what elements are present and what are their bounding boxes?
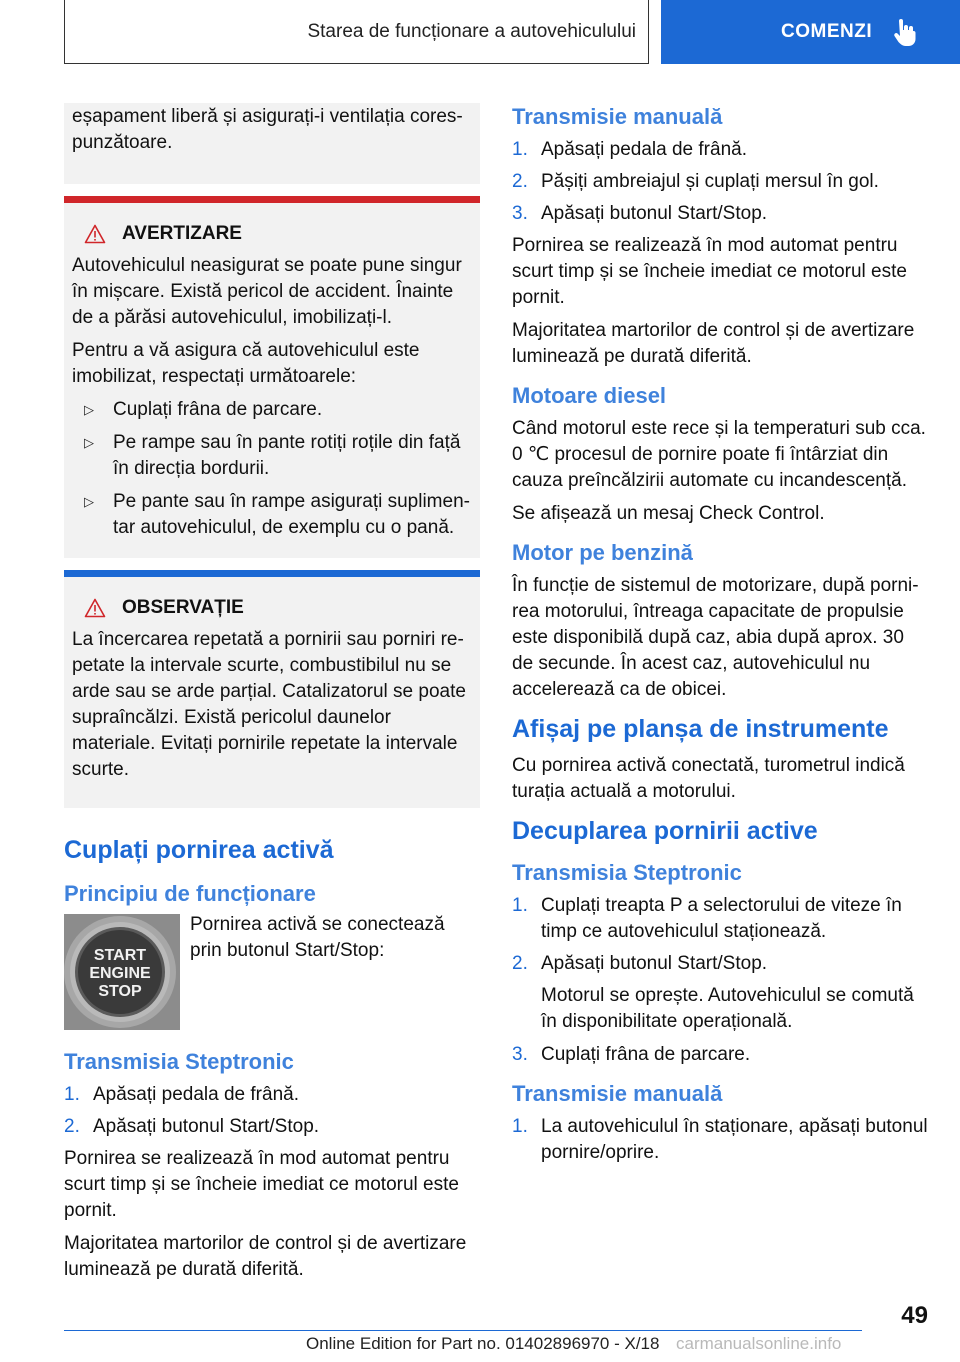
petrol-paragraph: În funcție de sistemul de motorizare, după pornirea motorului, întreaga capacitate de propulsie este disponibilă după caz, abia după aprox. 30 de secunde. În acest caz, autovehiculul nu accelerează ca de obicei. xyxy=(512,575,919,700)
display-paragraph: Cu pornirea activă conectată, turometrul indică turația actuală a motorului. xyxy=(512,755,905,802)
page-number: 49 xyxy=(901,1302,928,1329)
auto-start-paragraph: Pornirea se realizează în mod automat pentru scurt timp și se încheie imediat ce motorul este pornit. xyxy=(512,235,907,308)
notice-title: OBSERVAȚIE xyxy=(122,597,244,618)
continued-note-text: eșapament liberă și asigurați-i ventilația corespunzătoare. xyxy=(72,106,463,153)
heading-steptronic: Transmisia Steptronic xyxy=(64,1049,294,1074)
heading-deactivate-ignition: Decuplarea pornirii active xyxy=(512,817,818,845)
principle-text: Pornirea activă se conectează prin butonul Start/Stop: xyxy=(190,914,445,961)
notice-text: La încercarea repetată a pornirii sau porniri repetate la intervale scurte, combustibilul nu se arde sau se arde parțial. Catalizatorul se poate supraîncălzi. Există pericolul daunelor materiale. Evitați pornirile repetate la intervale scurte. xyxy=(72,629,466,780)
check-control-paragraph: Se afișează un mesaj Check Control. xyxy=(512,503,825,524)
section-tab-label: COMENZI xyxy=(781,21,873,42)
warning-paragraph-2: Pentru a vă asigura că autovehiculul este imobilizat, respectați următoarele: xyxy=(72,340,420,387)
triangle-bullet-icon: ▷ xyxy=(84,402,94,417)
button-label-engine: ENGINE xyxy=(89,965,151,982)
section-tab-comenzi[interactable] xyxy=(661,0,960,64)
notice-box xyxy=(64,570,480,808)
heading-activate-ignition: Cuplați pornirea activă xyxy=(64,836,334,864)
list-item: 1. Apăsați pedala de frână. xyxy=(64,1084,299,1105)
warning-heading xyxy=(72,221,472,247)
motor-off-paragraph: Motorul se oprește. Autovehiculul se comută în disponibilitate operațională. xyxy=(541,985,914,1032)
list-item: 3. Apăsați butonul Start/Stop. xyxy=(512,203,768,224)
manual-steps xyxy=(512,137,928,227)
left-column xyxy=(64,103,480,1290)
notice-triangle-icon xyxy=(84,598,106,618)
warning-paragraph-1: Autovehiculul neasigurat se poate pune singur în mișcare. Există pericol de accident. Înainte de a părăsi autovehiculul, imobilizați-l. xyxy=(72,255,462,328)
heading-diesel-engines: Motoare diesel xyxy=(512,383,667,408)
list-item: 1. Cuplați treapta P a selectorului de viteze în timp ce autovehiculul staționează. xyxy=(512,895,902,942)
warning-bullet-list xyxy=(78,397,472,541)
footer-watermark: carmanualsonline.info xyxy=(676,1334,842,1353)
footer-edition: Online Edition for Part no. 01402896970 - X/18 xyxy=(306,1334,660,1353)
button-label-start: START xyxy=(93,947,147,964)
warning-lamps-paragraph: Majoritatea martorilor de control și de avertizare luminează pe durată diferită. xyxy=(512,320,915,367)
warning-triangle-icon xyxy=(84,224,106,244)
list-item: 1. La autovehiculul în staționare, apăsați butonul pornire/oprire. xyxy=(512,1116,928,1163)
list-item: 2. Apăsați butonul Start/Stop. xyxy=(512,953,768,974)
deactivate-steptronic-steps xyxy=(512,893,928,977)
heading-manual-transmission-deactivate: Transmisie manuală xyxy=(512,1081,723,1106)
continued-note-box xyxy=(64,103,480,184)
heading-petrol-engine: Motor pe benzină xyxy=(512,540,693,565)
header-title-box xyxy=(64,0,649,64)
notice-heading xyxy=(72,595,472,621)
heading-manual-transmission: Transmisie manuală xyxy=(512,104,723,129)
list-item: 2. Apăsați butonul Start/Stop. xyxy=(64,1116,320,1137)
deactivate-manual-steps xyxy=(512,1114,928,1166)
auto-start-paragraph: Pornirea se realizează în mod automat pentru scurt timp și se încheie imediat ce motorul este pornit. xyxy=(64,1148,459,1221)
heading-instrument-display: Afișaj pe planșa de instrumente xyxy=(512,715,889,743)
deactivate-step-3 xyxy=(512,1042,928,1068)
right-column xyxy=(512,103,928,1172)
diesel-paragraph: Când motorul este rece și la temperaturi sub cca. 0 ℃ procesul de pornire poate fi întârziat din cauza preîncălzirii automate cu incandescență. xyxy=(512,418,926,491)
warning-lamps-paragraph: Majoritatea martorilor de control și de avertizare luminează pe durată diferită. xyxy=(64,1233,467,1280)
heading-steptronic-deactivate: Transmisia Steptronic xyxy=(512,860,742,885)
start-button-figure xyxy=(64,914,480,1030)
list-item: ▷ Pe rampe sau în pante rotiți roțile din față în direcția bordurii. xyxy=(84,432,461,479)
warning-title: AVERTIZARE xyxy=(122,223,242,244)
button-label-stop: STOP xyxy=(98,983,142,1000)
list-item: 3. Cuplați frâna de parcare. xyxy=(512,1044,751,1065)
triangle-bullet-icon: ▷ xyxy=(84,494,94,509)
heading-functional-principle: Principiu de funcționare xyxy=(64,881,316,906)
list-item: ▷ Cuplați frâna de parcare. xyxy=(78,397,472,423)
hand-pointer-icon xyxy=(894,18,918,46)
list-item: ▷ Pe pante sau în rampe asigurați suplimentar autovehiculul, de exemplu cu o pană. xyxy=(84,491,470,538)
warning-box xyxy=(64,196,480,558)
triangle-bullet-icon: ▷ xyxy=(84,435,94,450)
steptronic-steps xyxy=(64,1082,480,1140)
page-header-title: Starea de funcționare a autovehiculului xyxy=(307,20,636,42)
list-item: 2. Pășiți ambreiajul și cuplați mersul în gol. xyxy=(512,171,879,192)
footer-divider xyxy=(64,1330,862,1331)
start-engine-stop-button-image xyxy=(64,914,180,1030)
list-item: 1. Apăsați pedala de frână. xyxy=(512,139,747,160)
